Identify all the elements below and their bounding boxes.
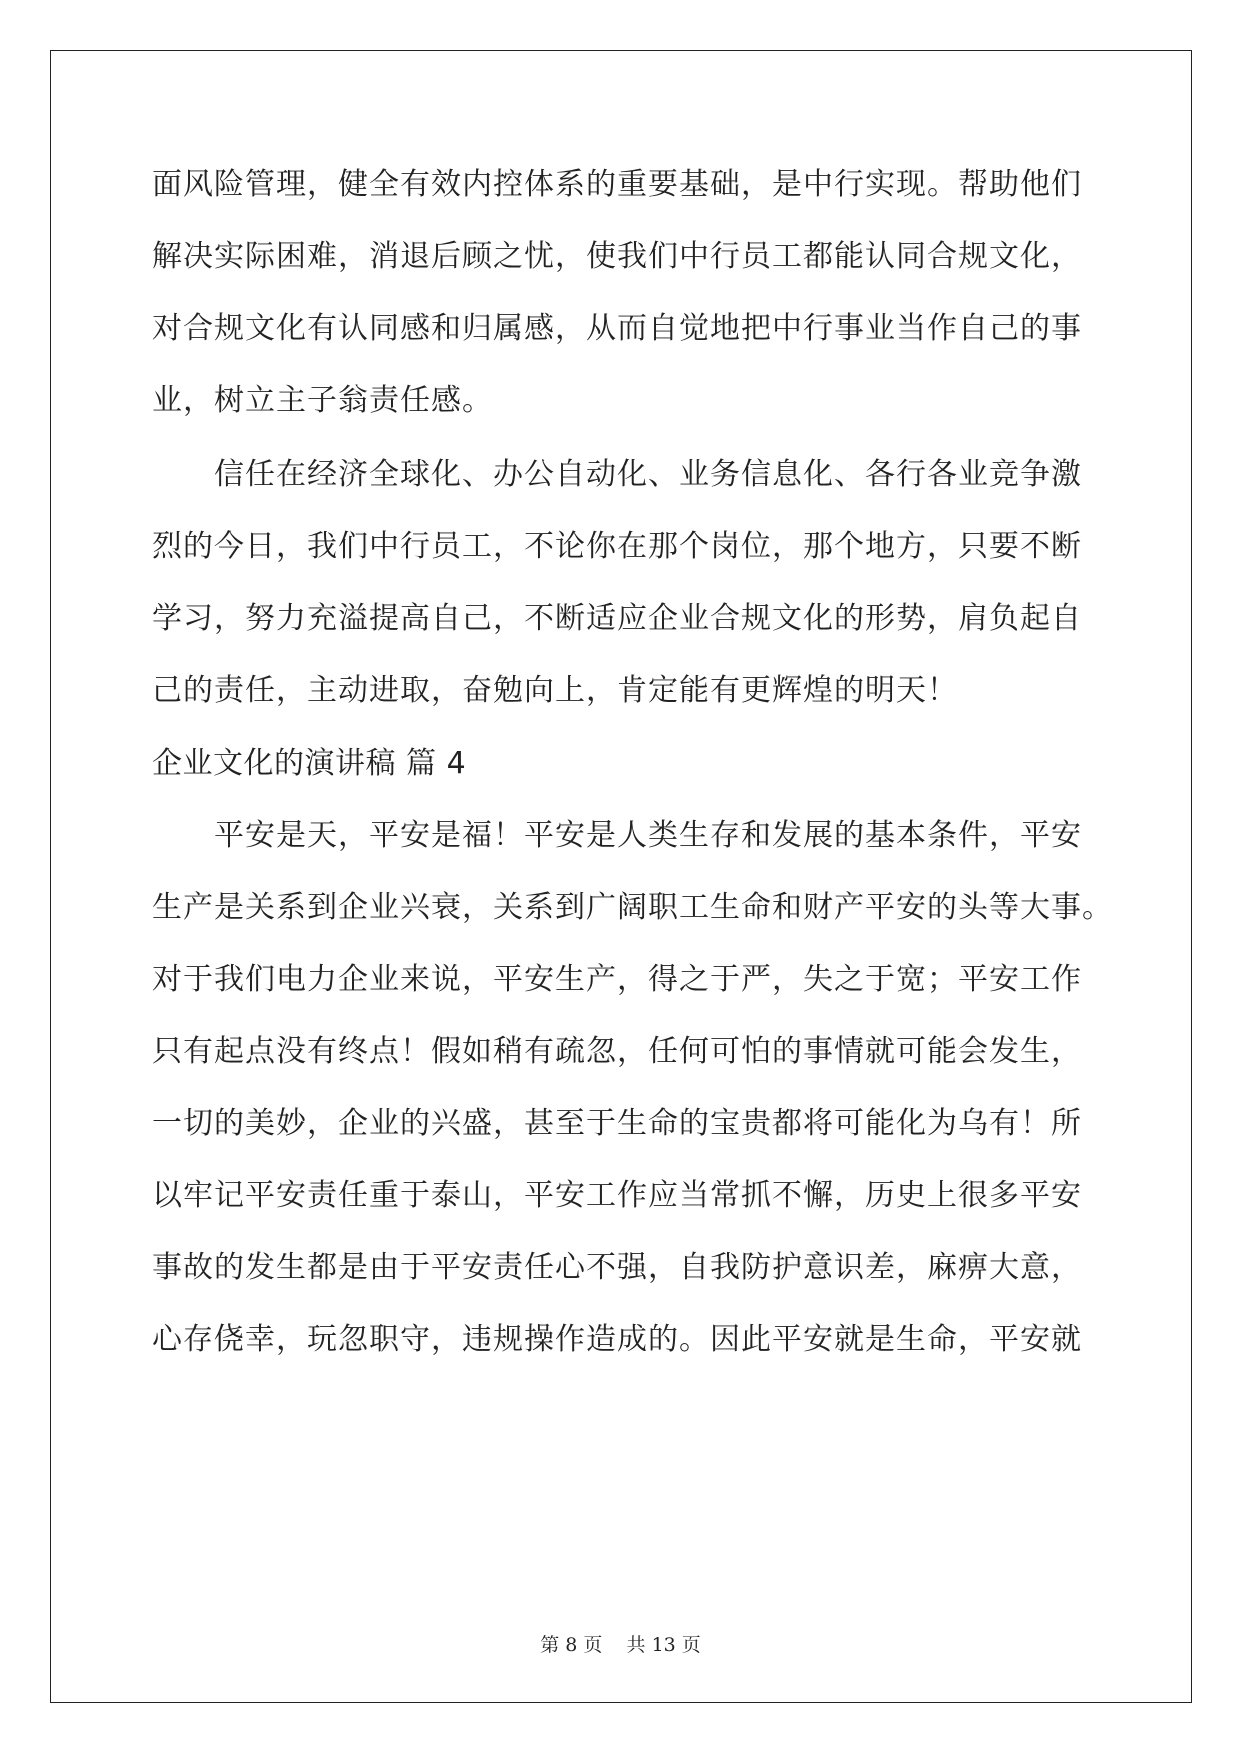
text-line: 对于我们电力企业来说，平安生产，得之于严，失之于宽；平安工作	[152, 962, 1082, 997]
text-line: 业，树立主子翁责任感。	[152, 383, 493, 418]
text-line: 一切的美妙，企业的兴盛，甚至于生命的宝贵都将可能化为乌有！所	[152, 1106, 1082, 1141]
text-line: 生产是关系到企业兴衰，关系到广阔职工生命和财产平安的头等大事。	[152, 890, 1113, 925]
text-line: 只有起点没有终点！假如稍有疏忽，任何可怕的事情就可能会发生，	[152, 1034, 1082, 1069]
text-line: 己的责任，主动进取，奋勉向上，肯定能有更辉煌的明天！	[152, 673, 958, 708]
text-line: 学习，努力充溢提高自己，不断适应企业合规文化的形势，肩负起自	[152, 601, 1082, 636]
paragraph-first-line: 平安是天，平安是福！平安是人类生存和发展的基本条件，平安	[214, 818, 1082, 853]
text-line: 对合规文化有认同感和归属感，从而自觉地把中行事业当作自己的事	[152, 311, 1082, 346]
page-footer	[0, 1630, 1241, 1657]
text-line: 心存侥幸，玩忽职守，违规操作造成的。因此平安就是生命，平安就	[152, 1322, 1082, 1357]
text-line: 面风险管理，健全有效内控体系的重要基础，是中行实现。帮助他们	[152, 167, 1082, 202]
paragraph-first-line: 信任在经济全球化、办公自动化、业务信息化、各行各业竞争激	[214, 457, 1082, 492]
text-line: 事故的发生都是由于平安责任心不强，自我防护意识差，麻痹大意，	[152, 1250, 1082, 1285]
text-line: 解决实际困难，消退后顾之忧，使我们中行员工都能认同合规文化，	[152, 239, 1082, 274]
page-border	[50, 50, 1192, 1703]
page-number: 第 8 页	[540, 1634, 603, 1656]
page-total: 共 13 页	[626, 1634, 701, 1656]
section-heading: 企业文化的演讲稿 篇 4	[152, 746, 467, 781]
text-line: 以牢记平安责任重于泰山，平安工作应当常抓不懈，历史上很多平安	[152, 1178, 1082, 1213]
text-line: 烈的今日，我们中行员工，不论你在那个岗位，那个地方，只要不断	[152, 529, 1082, 564]
